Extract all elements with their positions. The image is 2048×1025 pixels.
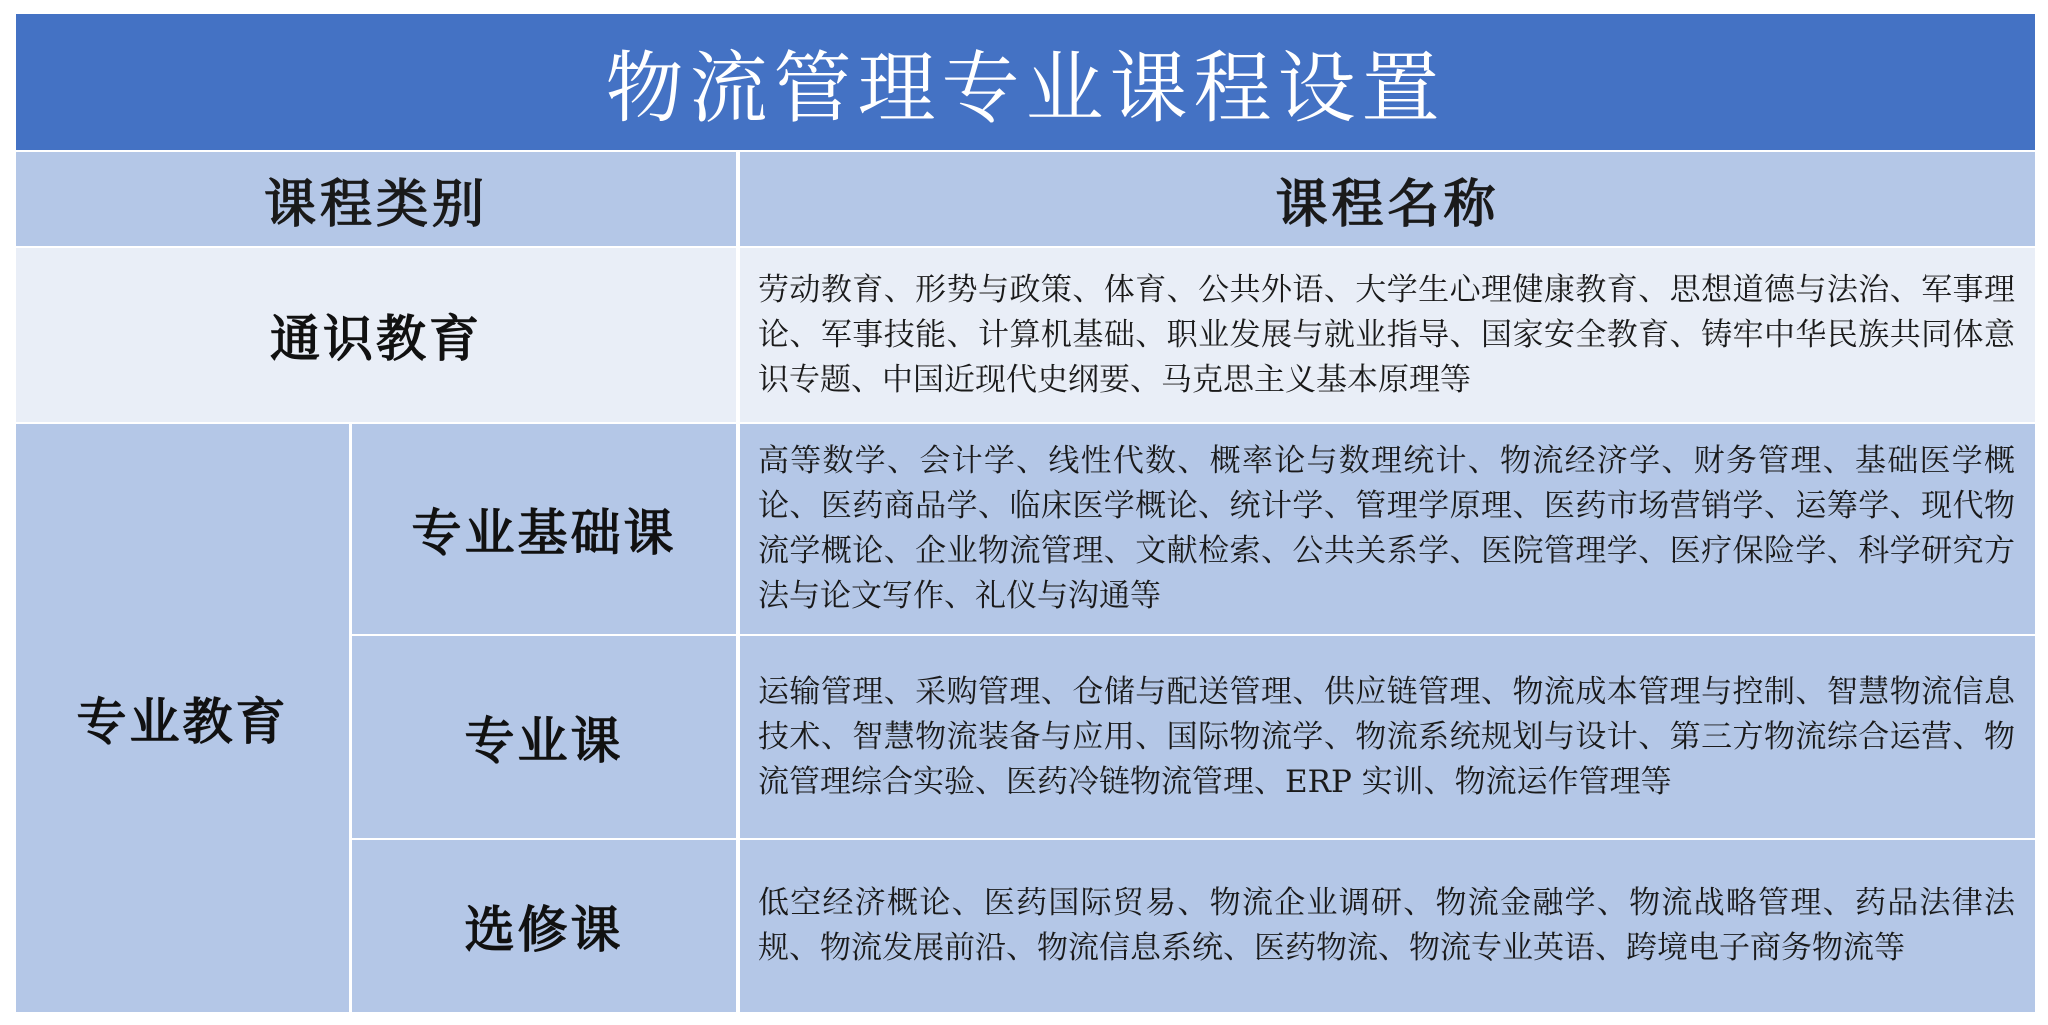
- header-category-cell: [16, 152, 736, 246]
- core-courses-cell: [740, 636, 2035, 838]
- course-table: [16, 14, 2035, 1012]
- core-category: 专业课: [464, 711, 624, 770]
- core-category-cell: [352, 636, 736, 838]
- header-category: 课程类别: [263, 174, 488, 235]
- general-category-cell: [16, 248, 736, 422]
- general-courses-cell: [740, 248, 2035, 422]
- elective-category: 选修课: [464, 900, 624, 959]
- general-category: 通识教育: [270, 309, 482, 368]
- core-courses: 运输管理、采购管理、仓储与配送管理、供应链管理、物流成本管理与控制、智慧物流信息技术、智慧物流装备与应用、国际物流学、物流系统规划与设计、第三方物流综合运营、物流管理综合实验、医药冷链物流管理、ERP 实训、物流运作管理等: [758, 673, 2015, 800]
- elective-courses-cell: [740, 840, 2035, 1012]
- foundation-courses: 高等数学、会计学、线性代数、概率论与数理统计、物流经济学、财务管理、基础医学概论、医药商品学、临床医学概论、统计学、管理学原理、医药市场营销学、运筹学、现代物流学概论、企业物流管理、文献检索、公共关系学、医院管理学、医疗保险学、科学研究方法与论文写作、礼仪与沟通等: [758, 443, 2015, 614]
- professional-category-cell: [16, 424, 349, 1012]
- elective-category-cell: [352, 840, 736, 1012]
- foundation-category-cell: [352, 424, 736, 634]
- general-courses: 劳动教育、形势与政策、体育、公共外语、大学生心理健康教育、思想道德与法治、军事理论、军事技能、计算机基础、职业发展与就业指导、国家安全教育、铸牢中华民族共同体意识专题、中国近现代史纲要、马克思主义基本原理等: [758, 271, 2015, 398]
- page-title: 物流管理专业课程设置: [605, 44, 1446, 134]
- title-bar: [16, 14, 2035, 150]
- header-course-name-cell: [740, 152, 2035, 246]
- foundation-courses-cell: [740, 424, 2035, 634]
- foundation-category: 专业基础课: [411, 503, 677, 562]
- professional-category: 专业教育: [76, 692, 289, 751]
- header-course-name: 课程名称: [1275, 174, 1500, 235]
- elective-courses: 低空经济概论、医药国际贸易、物流企业调研、物流金融学、物流战略管理、药品法律法规、物流发展前沿、物流信息系统、医药物流、物流专业英语、跨境电子商务物流等: [758, 885, 2015, 966]
